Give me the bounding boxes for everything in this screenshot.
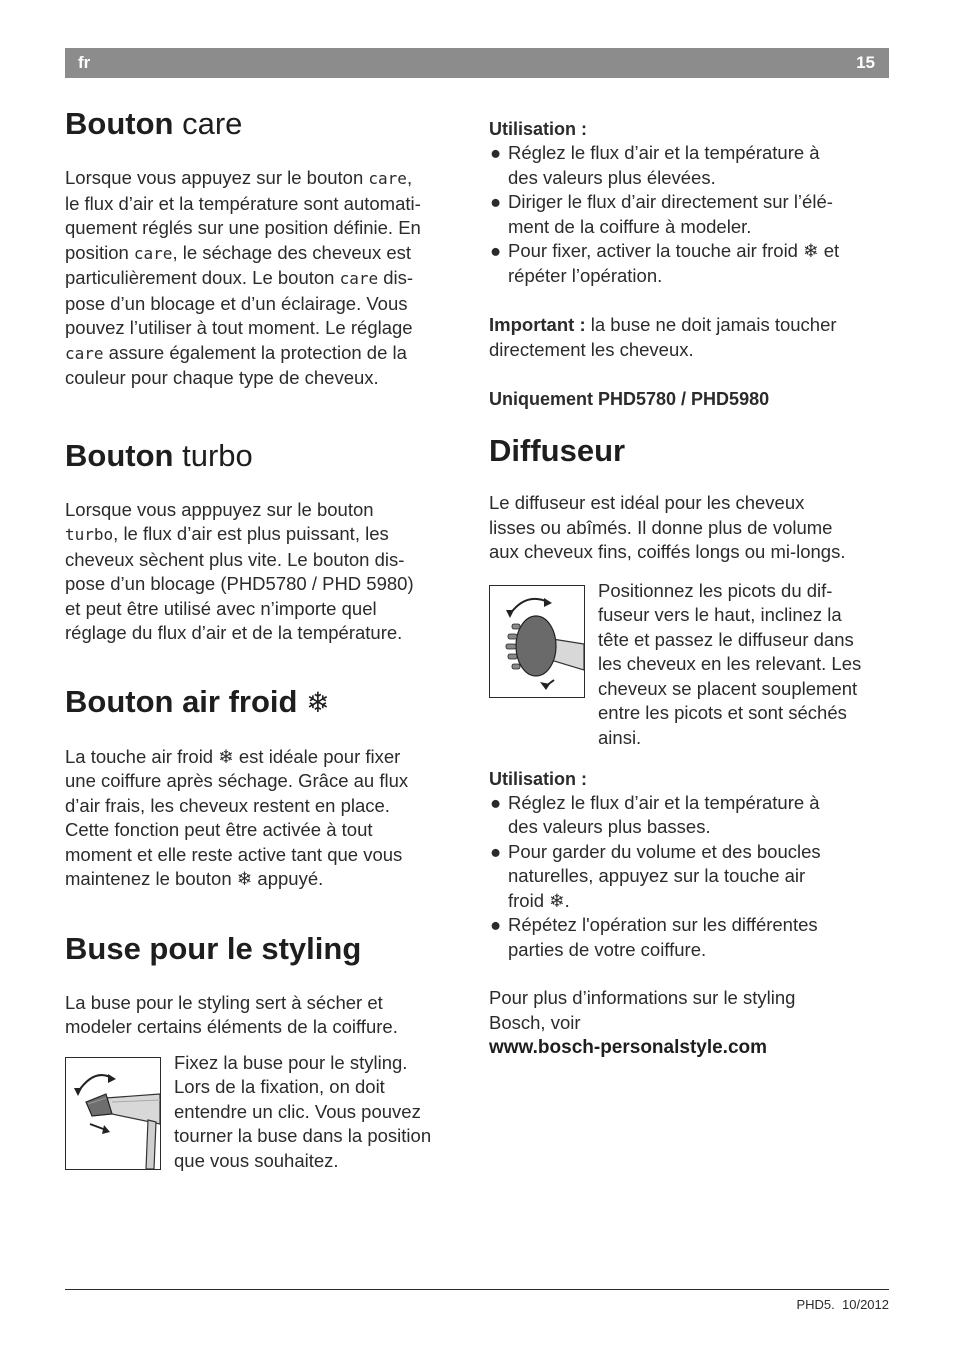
usage-heading: Utilisation : xyxy=(489,768,587,789)
cold-air-paragraph: La touche air froid ❄ est idéale pour fixer une coiffure après séchage. Grâce au flux d’air frais, les cheveux restent en place. Cette fonction peut être activée à tout moment et elle reste active tant que vous maintenez le bouton ❄ appuyé. xyxy=(65,745,409,889)
list-item: ● Réglez le flux d’air et la température à des valeurs plus élevées. xyxy=(490,142,820,188)
diffuser-title: Diffuseur xyxy=(489,433,626,468)
footer xyxy=(796,1297,889,1312)
usage-list xyxy=(489,141,893,288)
diffuser-figure-text: Positionnez les picots du dif- fuseur vers le haut, inclinez la tête et passez le diffuseur dans les cheveux en les relevant. Les cheveux se placent souplement entre les picots et sont séchés ainsi. xyxy=(598,579,862,748)
care-title: Bouton care xyxy=(65,106,243,141)
snowflake-icon: ❄ xyxy=(306,686,330,718)
list-item: ● Réglez le flux d’air et la température à des valeurs plus basses. xyxy=(490,791,820,837)
styling-paragraph: La buse pour le styling sert à sécher et modeler certains éléments de la coiffure. xyxy=(65,991,398,1037)
section-cold-air xyxy=(65,682,463,892)
section-turbo xyxy=(65,436,463,646)
turbo-title: Bouton turbo xyxy=(65,437,253,473)
footer-model: PHD5. xyxy=(796,1297,835,1312)
bosch-website-link[interactable]: www.bosch-personalstyle.com xyxy=(489,1037,768,1058)
footer-divider xyxy=(65,1289,889,1290)
left-column xyxy=(65,104,463,1173)
styling-nozzle-illustration xyxy=(65,1057,161,1170)
snowflake-icon: ❄ xyxy=(218,745,234,767)
usage-list xyxy=(489,791,893,963)
page-number: 15 xyxy=(856,53,875,72)
diffuser-paragraph: Le diffuseur est idéal pour les cheveux lisses ou abîmés. Il donne plus de volume aux cheveux fins, coiffés longs ou mi-longs. xyxy=(489,492,846,562)
turbo-paragraph: Lorsque vous apppuyez sur le bouton turbo, le flux d’air est plus puissant, les cheveux sèchent plus vite. Le bouton dis- pose d’un blocage (PHD5780 / PHD 5980) et peut être utilisé avec n’importe quel réglage du flux d’air et de la température. xyxy=(65,498,414,643)
list-item: ● Diriger le flux d’air directement sur l’élé- ment de la coiffure à modeler. xyxy=(490,191,833,237)
diffuser-figure-row xyxy=(489,579,893,755)
more-info: Pour plus d’informations sur le styling Bosch, voir xyxy=(489,987,796,1033)
diffuser-illustration xyxy=(489,585,585,698)
header-bar xyxy=(65,48,889,78)
list-item: ● Pour garder du volume et des boucles naturelles, appuyez sur la touche air froid ❄. xyxy=(490,840,821,911)
list-item: ● Pour fixer, activer la touche air froid ❄ et répéter l’opération. xyxy=(490,240,840,286)
section-care xyxy=(65,104,463,391)
section-diffuser xyxy=(489,431,893,755)
language-code: fr xyxy=(78,53,91,72)
styling-figure-row xyxy=(65,1051,463,1173)
snowflake-icon: ❄ xyxy=(236,868,253,889)
cold-air-title: Bouton air froid ❄ xyxy=(65,683,330,719)
snowflake-icon: ❄ xyxy=(803,240,819,261)
snowflake-icon: ❄ xyxy=(549,889,565,911)
right-column xyxy=(489,117,893,1061)
styling-figure-text: Fixez la buse pour le styling. Lors de la fixation, on doit entendre un clic. Vous pouvez tourner la buse dans la position que vous souhaitez. xyxy=(174,1051,432,1171)
styling-title: Buse pour le styling xyxy=(65,930,362,966)
footer-date: 10/2012 xyxy=(842,1297,889,1312)
section-styling-nozzle xyxy=(65,929,463,1173)
diffuser-icon xyxy=(490,586,584,697)
usage-heading: Utilisation : xyxy=(489,119,587,139)
list-item: ● Répétez l'opération sur les différentes parties de votre coiffure. xyxy=(490,914,818,960)
model-note: Uniquement PHD5780 / PHD5980 xyxy=(489,389,770,409)
care-paragraph: Lorsque vous appuyez sur le bouton care, le flux d’air et la température sont automati- quement réglés sur une position définie. En position care, le séchage des cheveux est particulièrement doux. Le bouton care dis- pose d’un blocage et d’un éclairage. Vous pouvez l’utiliser à tout moment. Le réglage care assure également la protection de la couleur pour chaque type de cheveux. xyxy=(65,167,421,388)
hairdryer-nozzle-icon xyxy=(66,1058,160,1169)
important-note: Important : la buse ne doit jamais toucher directement les cheveux. xyxy=(489,314,837,360)
